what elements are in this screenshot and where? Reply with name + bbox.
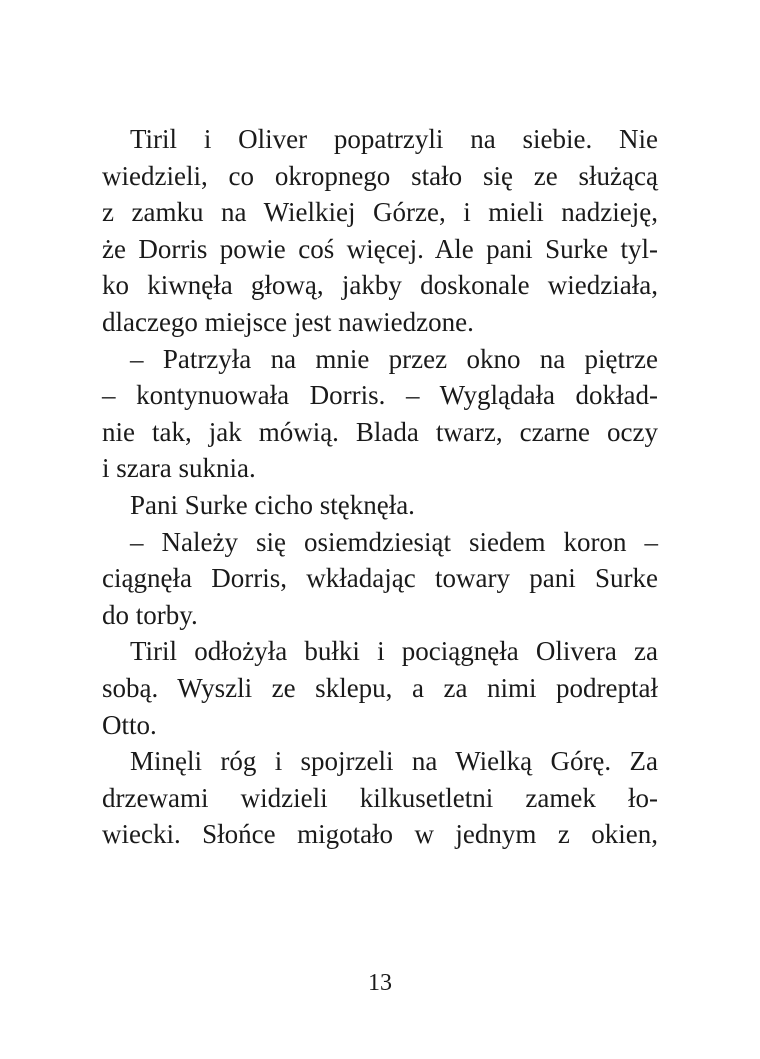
- body-text: [102, 121, 658, 853]
- text-line: – kontynuowała Dorris. – Wyglądała dokład-: [102, 380, 658, 411]
- text-line: dlaczego miejsce jest nawiedzone.: [102, 306, 474, 337]
- text-line: drzewami widzieli kilkusetletni zamek ło-: [102, 782, 658, 813]
- text-line: ko kiwnęła głową, jakby doskonale wiedziała,: [102, 270, 658, 301]
- text-line: ciągnęła Dorris, wkładając towary pani Surke: [102, 563, 658, 594]
- page-number: 13: [368, 970, 392, 996]
- text-line: wiedzieli, co okropnego stało się ze służącą: [102, 160, 658, 191]
- text-line: z zamku na Wielkiej Górze, i mieli nadzieję,: [102, 197, 658, 228]
- text-line: – Należy się osiemdziesiąt siedem koron –: [130, 526, 658, 557]
- text-line: Otto.: [102, 709, 157, 740]
- text-line: Minęli róg i spojrzeli na Wielką Górę. Za: [130, 746, 658, 777]
- text-line: Tiril i Oliver popatrzyli na siebie. Nie: [130, 124, 658, 154]
- text-line: Tiril odłożyła bułki i pociągnęła Olivera za: [130, 636, 658, 667]
- text-line: sobą. Wyszli ze sklepu, a za nimi podreptał: [102, 672, 658, 703]
- text-line: wiecki. Słońce migotało w jednym z okien,: [102, 819, 658, 850]
- text-line: Pani Surke cicho stęknęła.: [130, 489, 415, 520]
- text-line: i szara suknia.: [102, 453, 256, 484]
- text-line: do torby.: [102, 599, 198, 630]
- text-line: – Patrzyła na mnie przez okno na piętrze: [130, 343, 658, 374]
- text-line: że Dorris powie coś więcej. Ale pani Surke tyl-: [102, 233, 658, 264]
- text-line: nie tak, jak mówią. Blada twarz, czarne oczy: [102, 416, 658, 447]
